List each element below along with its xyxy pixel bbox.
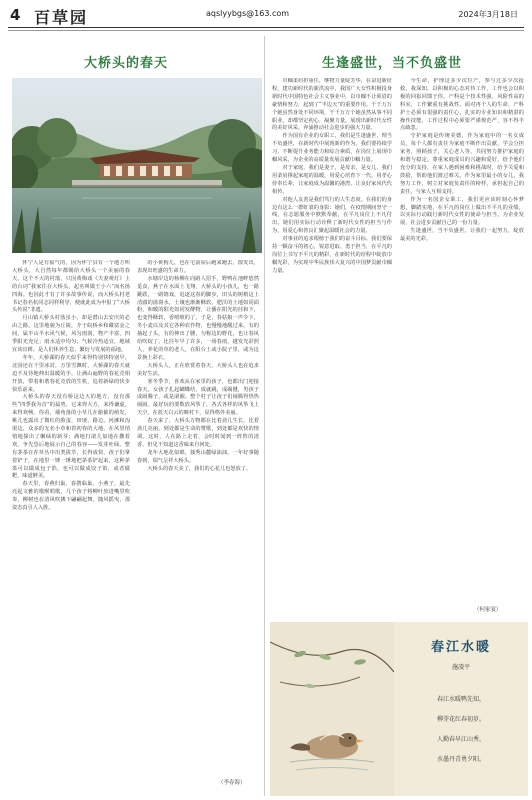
section-title: 百草园 [34,8,89,27]
paragraph: 对他人友善是我们笃行的人生态度。在我们的身边有这么一群虹裳的身影：她们，在疫情期间坚守一线，在志愿服务中默默奉献，在平凡岗位上不凡付出。她们用实际行动诠释了新时代女性的担当与作为，用爱心和善良汇聚起温暖社会的力量。 [272,196,392,235]
poem-box [394,622,528,796]
paragraph: 对于家庭，我们是妻子，是母亲，是女儿，我们用柔肩撑起家庭的温暖，用爱心培育下一代，用孝心侍奉长辈，让家庭成为温馨的港湾，让良好家风代代相传。 [272,164,392,195]
contact-email[interactable]: aqslyybgs@163.com [206,9,290,18]
paragraph: 今生命，护理这多少次位产，参与过多少次抢救，我深知，以积极的心态对待工作，工作也会以积极的回报回馈于你。产科是个技术性强，风险性高的科室，工作繁重有挑战性。面对再个人的生命，产科护士必须有很强的责任心，扎实的专业知识和精湛的操作技能，工作过程中必须要严谨规范严，容不得半点疏忽。 [400,78,524,132]
right-article-column-2 [400,78,524,598]
paragraph: 大桥头的春天没有桥这边大的地方，没有那些“四季我为首”的属势，它来得大方，来得谦虚，来得欢畅。你看，墙角落的小草儿在偷偷的萌发，桃儿也露出了微红的脸蛋，田埂、路边，河滩和沟渠边，众多的无名小草和着初春的大地，在风里悄悄地探出了嫩绿的新芽；满地打滚儿似地在撒着欢，争先恐后地展示自己的春容——发芽吐绿。整有茅茶在茬草丛中出类拔萃，长得成快，孩子们拿着铲子，在地里一锤一锤地把茅茶铲起来，这种茅茶可以做成包子馅，也可以做成饺子馅，或者做粑，味道鲜美。 [12,394,130,480]
paragraph: 春天里，春燕归巢，春鹊临巢，小燕子，最先亮起文雅的歌喉唱歌，几个孩子将柳叶放进嘴里吹奏，柳树也在清风吹拂下翩翩起舞，随风摇曳，那姿态真引人入胜。 [12,481,130,512]
paragraph: 作为一名国企女职工，我们更应该时刻心怀梦想，脚踏实地，在平凡的岗位上做出不平凡的业绩，以实际行动践行新时代女性的使命与担当，为企业发展、社会进步贡献自己的一份力量。 [400,196,524,227]
poem-line: 水墨丹青勇夕阳。 [436,756,485,763]
paragraph: 春天来了，大桥头万物都在比着劲儿生长，比着劲儿亮丽。到处都是生命的赞歌，到处都是欢快的情调。这时，人在路上走着，会时时闻到一阵阵的清香，但见不知道这香味来自何处。 [137,418,259,448]
page-number: 4 [10,6,21,24]
poem-line: 柳芽花红春初岁。 [436,716,485,723]
left-article-column-2 [137,260,259,772]
poem-line: 春江水暖鸭先知， [436,696,485,703]
header-rule [8,27,524,28]
paragraph: 月山镇大桥头村落虽小，却是潜山去安庆的必由之路。这里地貌为丘陵，介于皖桥乡和藏富金之间，属半山半水风气候，风匀雨润，物产丰富，四季阳光充足；雨水适中均匀；气候冷热适宜，地域宜该宜耕。是人们休养生息，繁衍与发展的福地。 [12,315,130,353]
paragraph: 生逢盛世，当不负盛世，让我们一起努力，绽放最美的光彩。 [400,228,524,243]
paragraph: 水塘岸边的杨柳在向路人招手，野鸭在池畔悠然觅食，燕子在水面上飞翔，大桥头的小孩儿，也一路跳跃，一路嬉戏，追逐这春的脚步，田头的树梢这上清澈的滋润水，土壤也渐渐酥软，肥沃的土地如同面粉，和暖的阳光如同发酵物，让播在阳光的挂和下，也变得酥软，香喷喷的了。于是，春姑娘一声令下，冬小麦以及其它各种农作物，也慢慢地醒过来，有的抽起了头，有的伸出了腰，匀称边的野花，也让春风给吹绽了。比往年早了许多，一场春雨，越发光彩照人，养花莳草的老人，在阳台上或小院子里，或为这景换上彩衣。 [137,275,259,361]
paragraph: 寒冬季节，喜欢从在家里的孩子，也都出门迎接春天。女孩子扎起蝴蝶结，成就跳，成踢毽，男孩子或闹腾子，或是滚圈。整个村子让孩子们闹腾得热热闹闹。最好玩的要数放风筝了，各式各样的风筝飞上天空，在蓝天白云的映衬下，显得格外美丽。 [137,378,259,417]
bird-painting [270,622,394,796]
header-rule-thin [8,30,524,31]
paragraph: 怀宁人是有福气的，因为怀宁县有一个地方叫大桥头，大自然每年都赐给大桥头一个美丽的春天。这个不大的村落，只因黄梅戏《夫妻观灯》上的台词“我家住在大桥头，起名叫做王小六”而名扬四海。也因此才有了许多故事传说，而大桥头村老书记春名杭同志同样利导，便就此成为申报了“大桥头传说”非遗。 [12,260,130,314]
article-photo [12,78,262,253]
page-header [0,0,532,32]
left-article-column-1 [12,260,130,780]
paragraph: 作为国有企业的女职工，我们是生逢盛世，理当不负盛世，在新时代中展现新的作为。我们要持续学习，不断提升业务能力和综合素质，在岗位上展现巾帼风采，为企业的高质量发展贡献巾帼力量。 [272,133,392,164]
issue-date: 2024年3月18日 [458,10,518,19]
paragraph: 大桥头的春天美了，我们的心花儿也怒放了。 [147,465,252,472]
right-article-author: （何家宴） [474,607,502,613]
paragraph: 大桥头人，正在欣赏着春天，大桥头人也在追求美好生活。 [137,362,259,377]
article-title-left: 大桥头的春天 [84,56,169,71]
left-article-author: （李春海） [218,780,246,786]
paragraph: 的小黄狗儿，也在宅前屋后跑来跑去，散发出，表现出旺盛的生命力。 [137,260,259,274]
paragraph: 冬年，大桥湖的春天似乎来得特别快特别早，北国还在千里冰封，万里雪飘时，大桥湖的春天就迫不及待地伸出温暖的手，让满山遍野的春花竞相开放，带着和谐春花竞放的生机，追着新绿的快步快乐前来。 [12,354,130,393]
paragraph: 守护家庭是传统美德，作为家庭中的一名女成员，每个人都有责任为家庭不断作出贡献，学会分担家务，照顾孩子，关心老人等，共同努力推护家庭的和谐与稳定。尊重家庭成员的兴趣和爱好，给予他们充分的支持，在家人遇到困难和挑战时，给予关爱和鼓励，帮助他们渡过难关。作为家里最小的女儿，我努力工作，树立对家庭负责任的榜样，承担起自己的责任，与家人互相支持。 [400,133,524,195]
column-divider [264,36,265,796]
paragraph: 对事业的追求根植于我们的奋斗目标。我们要保持一颗奋斗的初心，锐意进取、勇于担当，在平凡的岗位上书写不平凡的精彩，在新时代的征程中绽放巾帼光彩，为实现中华民族伟大复兴的中国梦贡献巾帼力量。 [272,236,392,274]
paragraph: 龙年大地花似锦，独秀山麓绿油油。一年好事随春到，瑞气呈祥大桥头。 [137,449,259,464]
poem-line: 人勤春早江山秀， [436,736,485,743]
poem-title: 春江水暖 [430,640,491,655]
right-article-column-1 [272,78,392,618]
paragraph: 巾帼柔肩担重任，继物力量绽芳华，在奋进新征程，建功新时代的新洪流中，我国广大女性积极投身新时代中国特色社会主义事业中，以巾帼不让须眉的豪情和努力，起到了“半边天”的重要作用。千千万万个她虽然身处不同环境，千千万万个她虽然从事不同职业，却都坚定初心，凝聚力量，展现出新时代女性的美好风采，奔涌推动社会进步的强大力量。 [272,78,392,132]
poem-author: 施凌平 [451,664,470,671]
article-title-right: 生逢盛世，当不负盛世 [322,56,463,71]
